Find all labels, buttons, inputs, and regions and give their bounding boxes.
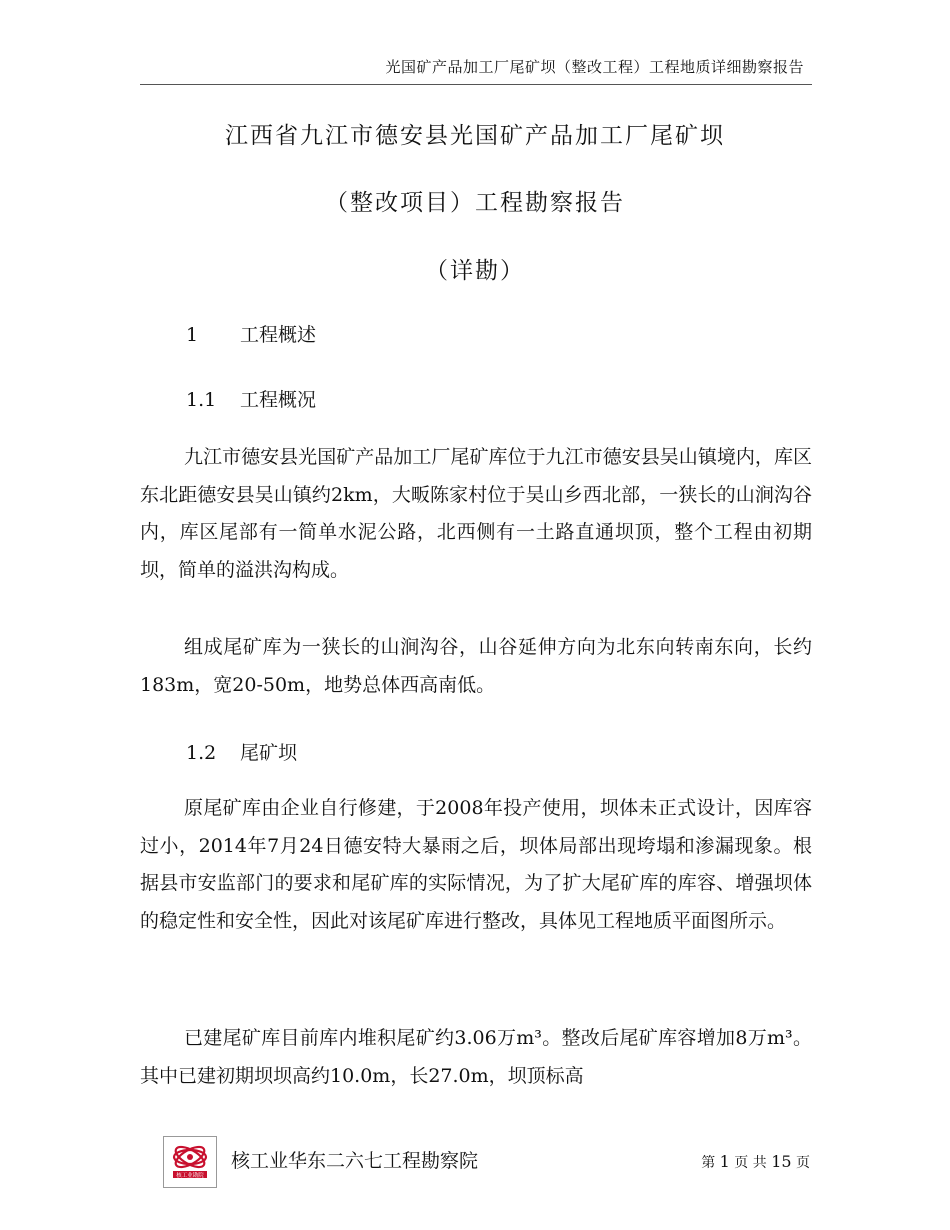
page-current: 1 xyxy=(719,1152,730,1171)
section-heading-1 xyxy=(186,320,316,347)
header-rule xyxy=(140,84,812,85)
org-logo-graphic xyxy=(164,1137,216,1187)
paragraph: 已建尾矿库目前库内堆积尾矿约3.06万m³。整改后尾矿库容增加8万m³。其中已建初期坝坝高约10.0m，长27.0m，坝顶标高 xyxy=(140,1027,812,1087)
page-number xyxy=(701,1152,810,1172)
logo-text: 核工业勘院 xyxy=(176,1173,204,1179)
section-title: 尾矿坝 xyxy=(240,742,298,764)
section-title: 工程概述 xyxy=(240,324,317,346)
paragraph: 原尾矿库由企业自行修建，于2008年投产使用，坝体未正式设计，因库容过小，2014年7月24日德安特大暴雨之后，坝体局部出现垮塌和渗漏现象。根据县市安监部门的要求和尾矿库的实际情况，为了扩大尾矿库的库容、增强坝体的稳定性和安全性，因此对该尾矿库进行整改，具体见工程地质平面图所示。 xyxy=(140,797,812,932)
paragraph: 九江市德安县光国矿产品加工厂尾矿库位于九江市德安县吴山镇境内，库区东北距德安县吴山镇约2km，大畈陈家村位于吴山乡西北部，一狭长的山涧沟谷内，库区尾部有一简单水泥公路，北西侧有一土路直通坝顶，整个工程由初期坝，简单的溢洪沟构成。 xyxy=(140,446,812,581)
page-mid: 页 共 xyxy=(734,1155,767,1171)
report-title-line-2: （整改项目）工程勘察报告 xyxy=(325,190,625,216)
report-title-line-1: 江西省九江市德安县光国矿产品加工厂尾矿坝 xyxy=(225,123,725,149)
section-number: 1.1 xyxy=(186,389,217,411)
paragraph: 组成尾矿库为一狭长的山涧沟谷，山谷延伸方向为北东向转南东向，长约183m，宽20-50m，地势总体西高南低。 xyxy=(140,636,812,696)
section-title: 工程概况 xyxy=(240,389,317,411)
report-title-line-3: （详勘） xyxy=(425,258,525,284)
footer-org-name: 核工业华东二六七工程勘察院 xyxy=(231,1150,479,1172)
page-suffix: 页 xyxy=(796,1155,810,1171)
section-number: 1 xyxy=(186,324,199,346)
section-heading-1-1 xyxy=(186,385,316,412)
page-prefix: 第 xyxy=(701,1155,716,1171)
running-header: 光国矿产品加工厂尾矿坝（整改工程）工程地质详细勘察报告 xyxy=(385,58,804,76)
page-total: 15 xyxy=(771,1152,792,1171)
section-heading-1-2 xyxy=(186,738,297,765)
section-number: 1.2 xyxy=(186,742,217,764)
org-logo-icon xyxy=(163,1136,217,1188)
